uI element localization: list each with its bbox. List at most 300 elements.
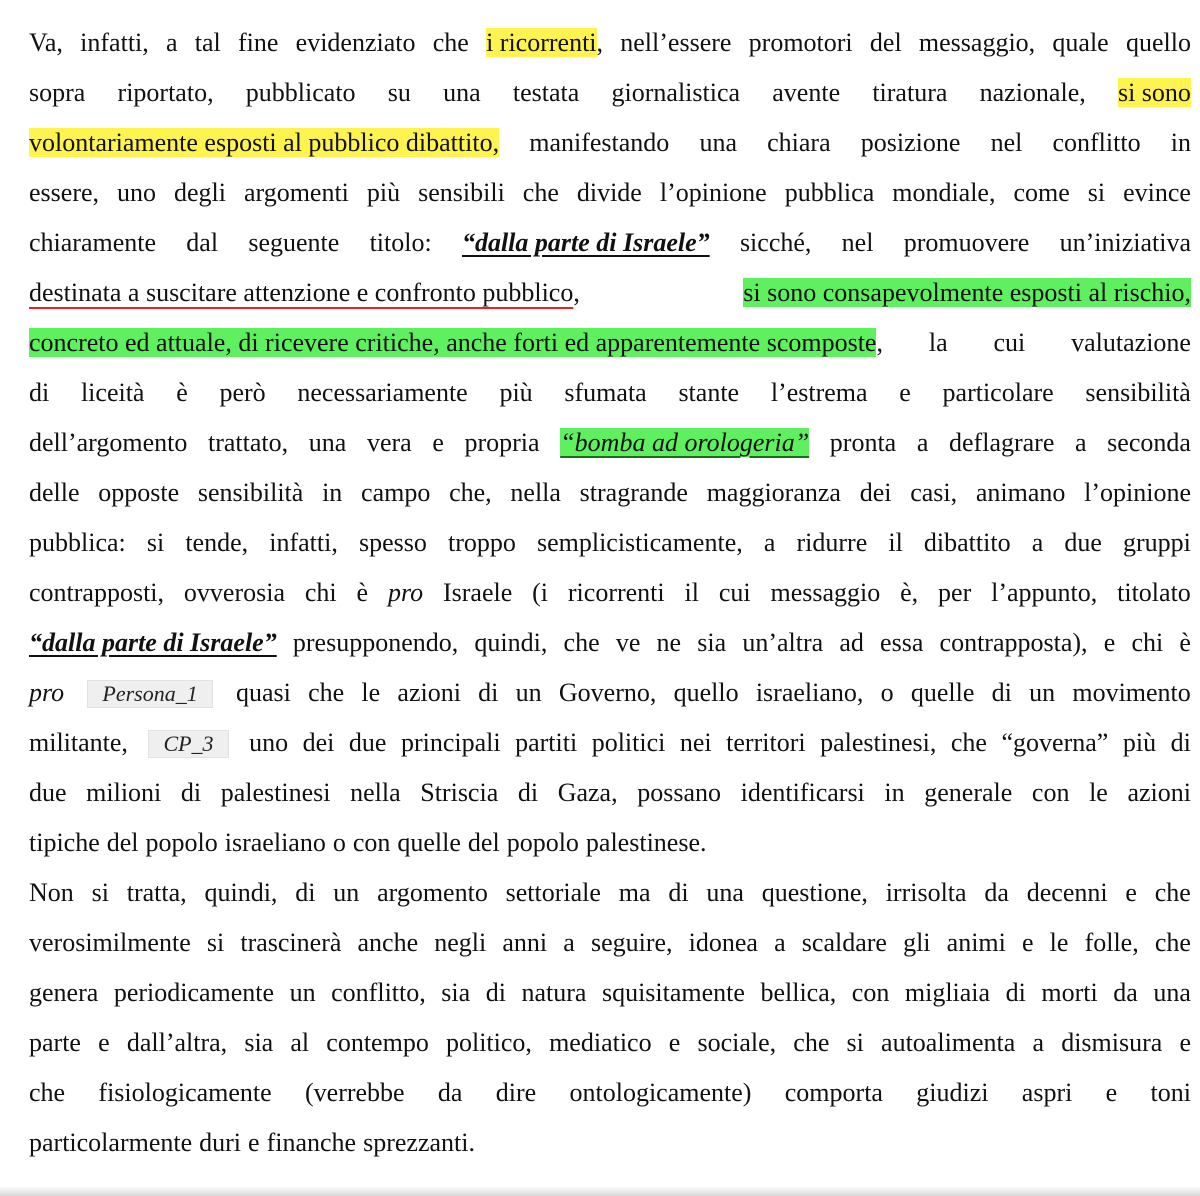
redaction-tag: CP_3 bbox=[148, 730, 228, 758]
word: tal bbox=[194, 28, 221, 57]
word-group bbox=[142, 726, 234, 760]
word: sia bbox=[244, 1028, 274, 1057]
word-group bbox=[207, 926, 224, 960]
word: è bbox=[176, 378, 188, 407]
word: semplicisticamente, bbox=[536, 528, 743, 557]
word-group bbox=[438, 1076, 463, 1110]
word: valutazione bbox=[1071, 328, 1191, 357]
word-group bbox=[760, 976, 836, 1010]
word-group bbox=[361, 676, 380, 710]
word: ve bbox=[615, 628, 641, 657]
word-group bbox=[947, 926, 1006, 960]
word-group bbox=[502, 926, 547, 960]
word: dismisura bbox=[1061, 1028, 1163, 1057]
word: a bbox=[774, 928, 786, 957]
word: evince bbox=[1123, 178, 1191, 207]
word-group bbox=[397, 676, 461, 710]
word-group bbox=[357, 576, 369, 610]
word: più bbox=[1122, 728, 1157, 757]
word-group bbox=[900, 576, 918, 610]
word: a bbox=[563, 928, 575, 957]
word-group bbox=[756, 676, 864, 710]
word: che bbox=[563, 628, 600, 657]
word-group bbox=[432, 426, 444, 460]
word-group bbox=[29, 1026, 81, 1060]
word: conflitto, bbox=[331, 978, 426, 1007]
word: folle, bbox=[1084, 928, 1139, 957]
word-group bbox=[1179, 626, 1191, 660]
word-group bbox=[388, 76, 411, 110]
word-group bbox=[591, 926, 673, 960]
word: ma bbox=[618, 878, 651, 907]
word-group bbox=[244, 176, 349, 210]
word: cui bbox=[718, 578, 751, 607]
word: sprezzanti. bbox=[363, 1128, 475, 1157]
word-group bbox=[29, 376, 49, 410]
word: seconda bbox=[1107, 428, 1191, 457]
word-group bbox=[468, 826, 500, 860]
word: genera bbox=[29, 978, 99, 1007]
word: nel bbox=[841, 228, 874, 257]
word-group bbox=[1088, 176, 1105, 210]
word-group bbox=[678, 376, 739, 410]
word: che bbox=[1154, 928, 1191, 957]
word: che bbox=[793, 1028, 830, 1057]
word: israeliano bbox=[224, 828, 326, 857]
word-group bbox=[195, 26, 221, 60]
word-group bbox=[174, 176, 226, 210]
word: o bbox=[332, 828, 346, 857]
word: fisiologicamente bbox=[98, 1078, 272, 1107]
word-group bbox=[637, 776, 721, 810]
word-group bbox=[870, 26, 902, 60]
word-group bbox=[219, 376, 265, 410]
word: a bbox=[763, 528, 776, 557]
word: pronta bbox=[829, 428, 897, 457]
word: possano bbox=[637, 778, 721, 807]
word: movimento bbox=[1072, 678, 1191, 707]
word: posizione bbox=[860, 128, 961, 157]
word-group bbox=[449, 476, 492, 510]
word-group bbox=[830, 426, 896, 460]
word: testata bbox=[512, 78, 580, 107]
word: , bbox=[876, 328, 883, 357]
word: tipiche bbox=[29, 828, 100, 857]
word: è bbox=[1179, 628, 1191, 657]
word: che bbox=[432, 28, 469, 57]
word-group bbox=[350, 776, 401, 810]
word-group bbox=[1084, 476, 1191, 510]
word-group bbox=[308, 676, 344, 710]
word: palestinesi bbox=[220, 778, 331, 807]
word-group bbox=[377, 876, 488, 910]
word: le bbox=[1089, 778, 1108, 807]
word-group bbox=[81, 376, 145, 410]
word-group bbox=[774, 926, 786, 960]
word: a bbox=[916, 428, 929, 457]
highlighted-quote: “bomba ad orologeria” bbox=[560, 428, 810, 457]
word-group bbox=[1027, 876, 1108, 910]
word-group bbox=[924, 776, 1012, 810]
word-group bbox=[370, 226, 432, 260]
word-group bbox=[127, 1026, 227, 1060]
word-group bbox=[506, 876, 601, 910]
word-group bbox=[510, 476, 561, 510]
word-group bbox=[246, 76, 356, 110]
word: contrapposta), bbox=[939, 628, 1088, 657]
text-line bbox=[29, 518, 1191, 568]
word-group bbox=[363, 1126, 475, 1160]
word-group bbox=[1171, 726, 1191, 760]
redaction-tag: Persona_1 bbox=[87, 680, 212, 708]
word-group bbox=[185, 526, 248, 560]
word-group bbox=[706, 876, 744, 910]
word-group bbox=[305, 1076, 405, 1110]
word-group bbox=[221, 776, 331, 810]
word-group bbox=[29, 1126, 192, 1160]
word: di bbox=[517, 778, 539, 807]
word: argomento bbox=[377, 878, 488, 907]
word: un’iniziativa bbox=[1059, 228, 1191, 257]
word-group bbox=[29, 1076, 65, 1110]
word-group bbox=[586, 826, 707, 860]
word: dall’altra, bbox=[126, 1028, 228, 1057]
word-group bbox=[910, 476, 957, 510]
word: popolo bbox=[145, 828, 218, 857]
word-group bbox=[401, 726, 501, 760]
word: toni bbox=[1150, 1078, 1191, 1107]
word: evidenziato bbox=[295, 28, 416, 57]
word-group bbox=[689, 926, 758, 960]
word: chiaramente bbox=[29, 228, 157, 257]
word: particolare bbox=[942, 378, 1054, 407]
highlighted-phrase: i ricorrenti bbox=[486, 28, 597, 57]
word-group bbox=[1050, 926, 1069, 960]
word-group bbox=[29, 276, 580, 310]
word: morti bbox=[1041, 978, 1098, 1007]
word-group bbox=[1071, 326, 1191, 360]
word-group bbox=[434, 926, 486, 960]
word-group bbox=[29, 676, 64, 710]
word-group bbox=[707, 476, 841, 510]
text-line bbox=[29, 718, 1191, 768]
word: anni bbox=[502, 928, 548, 957]
highlighted-phrase: concreto ed attuale, di ricevere critiche, anche forti ed apparentemente scomposte bbox=[29, 328, 877, 357]
text-line bbox=[29, 118, 1191, 168]
word-group bbox=[349, 726, 387, 760]
word-group bbox=[911, 676, 975, 710]
word-group bbox=[980, 76, 1086, 110]
word-group bbox=[297, 376, 467, 410]
word-group bbox=[839, 626, 864, 660]
word-group bbox=[295, 876, 315, 910]
word: campo bbox=[361, 478, 431, 507]
word: essere, bbox=[29, 178, 100, 207]
word-group bbox=[523, 176, 559, 210]
word: chi bbox=[1131, 628, 1164, 657]
word: e bbox=[1103, 628, 1116, 657]
word: che bbox=[29, 1078, 66, 1107]
word-group bbox=[117, 176, 156, 210]
word: ontologicamente) bbox=[569, 1078, 752, 1107]
text-line bbox=[29, 268, 1191, 318]
word: Va, bbox=[29, 28, 63, 57]
word-group bbox=[919, 26, 1035, 60]
text-line bbox=[29, 1018, 1191, 1068]
word: duri bbox=[199, 1128, 242, 1157]
word: uno bbox=[117, 178, 156, 207]
word-group bbox=[1022, 1076, 1073, 1110]
word-group bbox=[80, 26, 149, 60]
word-group bbox=[903, 926, 930, 960]
word: trascinerà bbox=[240, 928, 342, 957]
word: l’opinione bbox=[1084, 478, 1191, 507]
word: che bbox=[522, 178, 559, 207]
word-group bbox=[991, 126, 1023, 160]
word: più bbox=[366, 178, 401, 207]
word-group bbox=[1029, 676, 1055, 710]
word-group bbox=[660, 176, 767, 210]
word: quasi bbox=[235, 678, 291, 707]
word: presupponendo, bbox=[292, 628, 459, 657]
word-group bbox=[107, 826, 139, 860]
word: essa bbox=[880, 628, 924, 657]
word: nella bbox=[510, 478, 561, 507]
word: milioni bbox=[86, 778, 162, 807]
word-group bbox=[697, 626, 726, 660]
word: l’appunto, bbox=[991, 578, 1098, 607]
word-group bbox=[943, 376, 1054, 410]
word-group bbox=[537, 526, 743, 560]
word: verosimilmente bbox=[29, 928, 191, 957]
word-group bbox=[772, 76, 840, 110]
word: principali bbox=[400, 728, 501, 757]
word-group bbox=[361, 476, 430, 510]
word-group bbox=[619, 876, 651, 910]
word-group bbox=[333, 826, 346, 860]
word-group bbox=[580, 476, 688, 510]
word-group bbox=[577, 176, 642, 210]
text-line bbox=[29, 968, 1191, 1018]
word: un bbox=[515, 678, 542, 707]
word-group bbox=[886, 876, 967, 910]
word-group bbox=[29, 76, 85, 110]
word: tiratura bbox=[872, 78, 948, 107]
word-group bbox=[559, 676, 656, 710]
word: israeliano, bbox=[755, 678, 864, 707]
word-group bbox=[785, 1076, 883, 1110]
word-group bbox=[204, 876, 277, 910]
word: dibattito bbox=[923, 528, 1011, 557]
word-group bbox=[353, 826, 391, 860]
word: si bbox=[146, 528, 165, 557]
word: è, bbox=[900, 578, 919, 607]
word: trattato, bbox=[208, 428, 289, 457]
text-line bbox=[29, 618, 1191, 668]
page-bottom-edge bbox=[0, 1186, 1200, 1196]
word: palestinese. bbox=[585, 828, 707, 857]
word-group bbox=[244, 1026, 273, 1060]
word-group bbox=[881, 676, 894, 710]
word: il bbox=[888, 528, 903, 557]
italic-word: pro bbox=[387, 578, 424, 607]
word: si bbox=[846, 1028, 864, 1057]
text-line bbox=[29, 818, 1191, 868]
word: è bbox=[356, 578, 369, 607]
word: tende, bbox=[185, 528, 249, 557]
word: chi bbox=[304, 578, 337, 607]
word: ne bbox=[656, 628, 682, 657]
word-group bbox=[29, 776, 67, 810]
word-group bbox=[420, 776, 498, 810]
word-group bbox=[1118, 76, 1191, 110]
word: di bbox=[1170, 728, 1191, 757]
word: di bbox=[485, 978, 506, 1007]
word: da bbox=[1113, 978, 1138, 1007]
word: militante, bbox=[29, 728, 128, 757]
word: spesso bbox=[358, 528, 427, 557]
word-group bbox=[1123, 526, 1191, 560]
word-group bbox=[872, 76, 947, 110]
word: palestinesi, bbox=[820, 728, 937, 757]
word: anche bbox=[357, 928, 419, 957]
word: questione, bbox=[761, 878, 868, 907]
word: e bbox=[1125, 878, 1137, 907]
word: di bbox=[295, 878, 316, 907]
word: “governa” bbox=[1001, 728, 1109, 757]
word: o bbox=[880, 678, 894, 707]
word: bellica, bbox=[760, 978, 837, 1007]
text-line bbox=[29, 18, 1191, 68]
word-group bbox=[309, 426, 347, 460]
word: e bbox=[1105, 1078, 1118, 1107]
word: un bbox=[1029, 678, 1056, 707]
word: politico, bbox=[445, 1028, 532, 1057]
word: uno bbox=[249, 728, 289, 757]
word: di bbox=[668, 878, 689, 907]
word: irrisolta bbox=[885, 878, 967, 907]
word: a bbox=[1032, 1028, 1045, 1057]
word-group bbox=[98, 1026, 110, 1060]
word: per bbox=[938, 578, 972, 607]
word-group bbox=[305, 576, 337, 610]
word: del bbox=[869, 28, 902, 57]
word: sicché, bbox=[739, 228, 812, 257]
word-group bbox=[29, 526, 126, 560]
word: , bbox=[573, 278, 580, 307]
word: argomenti bbox=[243, 178, 349, 207]
word-group bbox=[29, 26, 63, 60]
word: messaggio bbox=[770, 578, 881, 607]
word-group bbox=[568, 576, 665, 610]
word-group bbox=[771, 376, 868, 410]
word: dei bbox=[302, 728, 335, 757]
text-line bbox=[29, 318, 1191, 368]
word-group bbox=[176, 376, 188, 410]
word: stragrande bbox=[579, 478, 688, 507]
word: ricorrenti bbox=[567, 578, 665, 607]
word-group bbox=[238, 26, 278, 60]
word-group bbox=[1075, 426, 1087, 460]
text-line bbox=[29, 768, 1191, 818]
text-line bbox=[29, 568, 1191, 618]
word: Israele bbox=[442, 578, 513, 607]
word-group bbox=[1123, 726, 1156, 760]
word-group bbox=[976, 476, 1066, 510]
word-group bbox=[674, 676, 739, 710]
word-group bbox=[443, 76, 481, 110]
word: troppo bbox=[447, 528, 516, 557]
word-group bbox=[29, 226, 156, 260]
text-line bbox=[29, 668, 1191, 718]
word-group bbox=[852, 976, 890, 1010]
word-group bbox=[1032, 526, 1044, 560]
word: come bbox=[1013, 178, 1070, 207]
word: infatti, bbox=[269, 528, 338, 557]
word-group bbox=[549, 1026, 652, 1060]
word-group bbox=[397, 826, 461, 860]
word-group bbox=[181, 776, 201, 810]
word-group bbox=[657, 626, 682, 660]
word-group bbox=[166, 26, 178, 60]
word-group bbox=[1061, 1026, 1162, 1060]
word-group bbox=[448, 526, 516, 560]
word: natura bbox=[521, 978, 587, 1007]
word: e bbox=[1022, 928, 1034, 957]
word: le bbox=[1049, 928, 1069, 957]
word-group bbox=[616, 626, 641, 660]
word-group bbox=[114, 976, 274, 1010]
word: sociale, bbox=[697, 1028, 777, 1057]
word-group bbox=[1127, 776, 1191, 810]
word-group bbox=[929, 326, 948, 360]
word-group bbox=[793, 1026, 829, 1060]
word: politici bbox=[591, 728, 666, 757]
word: quindi, bbox=[204, 878, 278, 907]
word-group bbox=[847, 1026, 864, 1060]
word: generale bbox=[924, 778, 1013, 807]
word: due bbox=[29, 778, 67, 807]
text-line bbox=[29, 1068, 1191, 1118]
word: due bbox=[1064, 528, 1102, 557]
word-group bbox=[462, 226, 710, 260]
word-group bbox=[892, 176, 995, 210]
word: con bbox=[1031, 778, 1070, 807]
word: si bbox=[91, 878, 109, 907]
word: e bbox=[899, 378, 911, 407]
word: le bbox=[361, 678, 381, 707]
word-group bbox=[984, 876, 1009, 910]
word-group bbox=[916, 1076, 988, 1110]
word: negli bbox=[434, 928, 487, 957]
word: chiara bbox=[767, 128, 831, 157]
word: partiti bbox=[515, 728, 578, 757]
word: animi bbox=[946, 928, 1006, 957]
word-group bbox=[1013, 176, 1069, 210]
word-group bbox=[1006, 976, 1026, 1010]
word: pubblicato bbox=[245, 78, 356, 107]
word-group bbox=[1123, 176, 1191, 210]
word-group bbox=[367, 426, 412, 460]
word: seguire, bbox=[590, 928, 673, 957]
word-group bbox=[98, 1076, 271, 1110]
word: una bbox=[1153, 978, 1191, 1007]
text-line bbox=[29, 368, 1191, 418]
word-group bbox=[917, 426, 929, 460]
word: mondiale, bbox=[892, 178, 996, 207]
word: e bbox=[1179, 1028, 1191, 1057]
word: ovverosia bbox=[183, 578, 285, 607]
